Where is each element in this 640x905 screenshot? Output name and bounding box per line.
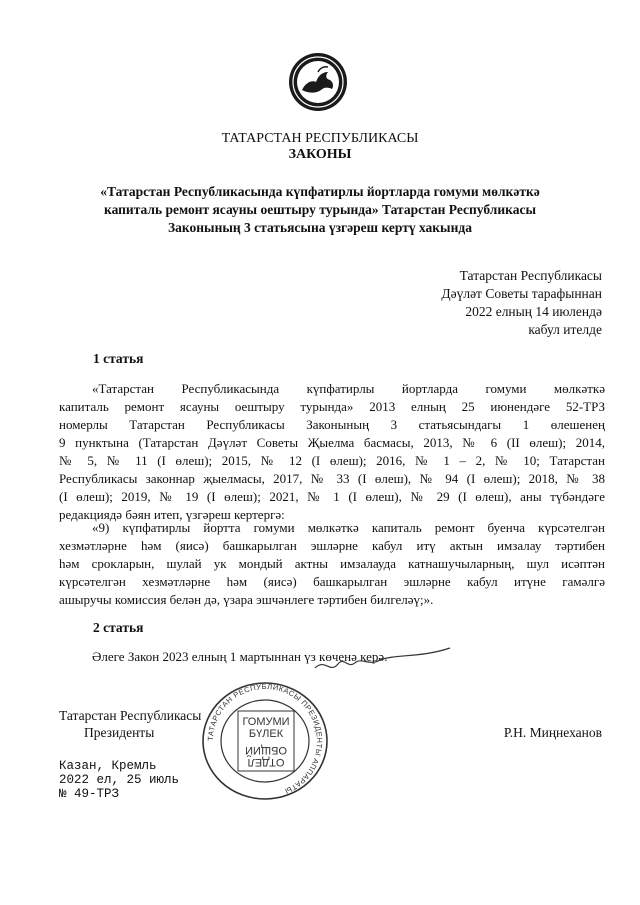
adoption-line: Дәүләт Советы тарафыннан xyxy=(441,286,602,301)
text-line: һәм срокларын, шулай ук мондый актны имзалауда катнашучыларның, шул исәптән xyxy=(59,556,605,571)
text-line: ашыручы комиссия белән дә, үзара эшчәнлеге тәртибен билгеләү;». xyxy=(59,592,434,607)
adoption-line: Татарстан Республикасы xyxy=(459,268,602,283)
law-title-line: капиталь ремонт ясауны оештыру турында» Татарстан Республикасы xyxy=(104,202,536,217)
article-2-text: Әлеге Закон 2023 елның 1 мартыннан үз көченә керә. xyxy=(92,649,388,664)
signatory-title-line-1: Татарстан Республикасы xyxy=(59,708,202,723)
article-2-heading: 2 статья xyxy=(93,620,144,635)
text-line: Республикасы законнар җыелмасы, 2017, № 33 (I өлеш), № 94 (I өлеш); 2018, № 38 xyxy=(59,471,605,486)
stamp-line-2: БҮЛЕК xyxy=(248,728,284,740)
article-1-paragraph-2 xyxy=(59,519,605,609)
footer-date: 2022 ел, 25 июль xyxy=(59,773,180,787)
text-line: 9 пунктына (Татарстан Дәүләт Советы Җыелма басмасы, 2013, № 6 (II өлеш); 2014, xyxy=(59,435,605,450)
text-line: «Татарстан Республикасында күпфатирлы йортларда гомуми мөлкәткә xyxy=(92,381,605,396)
text-line: редакциядә бәян итеп, үзгәреш кертергә: xyxy=(59,507,285,522)
article-1-heading: 1 статья xyxy=(93,351,144,366)
text-line: № 5, № 11 (I өлеш); 2015, № 12 (I өлеш); 2016, № 1 – 2, № 10; Татарстан xyxy=(59,453,605,468)
official-stamp xyxy=(190,677,340,805)
text-line: хезмәтләрне һәм (яисә) башкарылган эшләрне кабул итү актын имзалау тәртибен xyxy=(59,538,605,553)
signatory-name: Р.Н. Миңнеханов xyxy=(503,725,602,740)
stamp-line-4: ОТДЕЛ xyxy=(247,756,285,768)
stamp-line-1: ГОМУМИ xyxy=(242,716,290,728)
stamp-ring-text: ТАТАРСТАН РЕСПУБЛИКАСЫ ПРЕЗИДЕНТЫ АППАРАТЫ xyxy=(205,681,325,796)
adoption-line: кабул ителде xyxy=(528,322,602,337)
adoption-line: 2022 елның 14 июлендә xyxy=(465,304,602,319)
tatarstan-emblem-icon xyxy=(288,52,348,112)
header-subtitle: ЗАКОНЫ xyxy=(288,147,352,162)
signature-scribble-icon xyxy=(300,640,460,680)
text-line: капиталь ремонт ясауны оештыру турында» 2013 елның 25 июнендәге 52-ТРЗ xyxy=(59,399,605,414)
footer-number: № 49-ТРЗ xyxy=(59,787,120,801)
text-line: «9) күпфатирлы йортта гомуми мөлкәткә капиталь ремонт буенча күрсәтелгән xyxy=(92,520,605,535)
text-line: номерлы Татарстан Республикасы Законының 3 статьясындагы 1 өлешенең xyxy=(59,417,605,432)
law-title-line: «Татарстан Республикасында күпфатирлы йортларда гомуми мөлкәткә xyxy=(100,184,540,199)
header-title: ТАТАРСТАН РЕСПУБЛИКАСЫ xyxy=(221,131,419,146)
signatory-title-line-2: Президенты xyxy=(84,725,155,740)
text-line: (I өлеш); 2019, № 19 (I өлеш); 2021, № 1 (I өлеш), № 29 (I өлеш), аны түбәндәге xyxy=(59,489,605,504)
footer-place: Казан, Кремль xyxy=(59,759,157,773)
law-title-line: Законының 3 статьясына үзгәреш кертү хакында xyxy=(168,220,472,235)
text-line: күрсәтелгән хезмәтләрне һәм (яисә) башкарылган эшләрне кабул итүне гамәлгә xyxy=(59,574,605,589)
stamp-line-3: ОБЩИЙ xyxy=(245,744,287,756)
article-1-paragraph-1 xyxy=(59,380,605,524)
